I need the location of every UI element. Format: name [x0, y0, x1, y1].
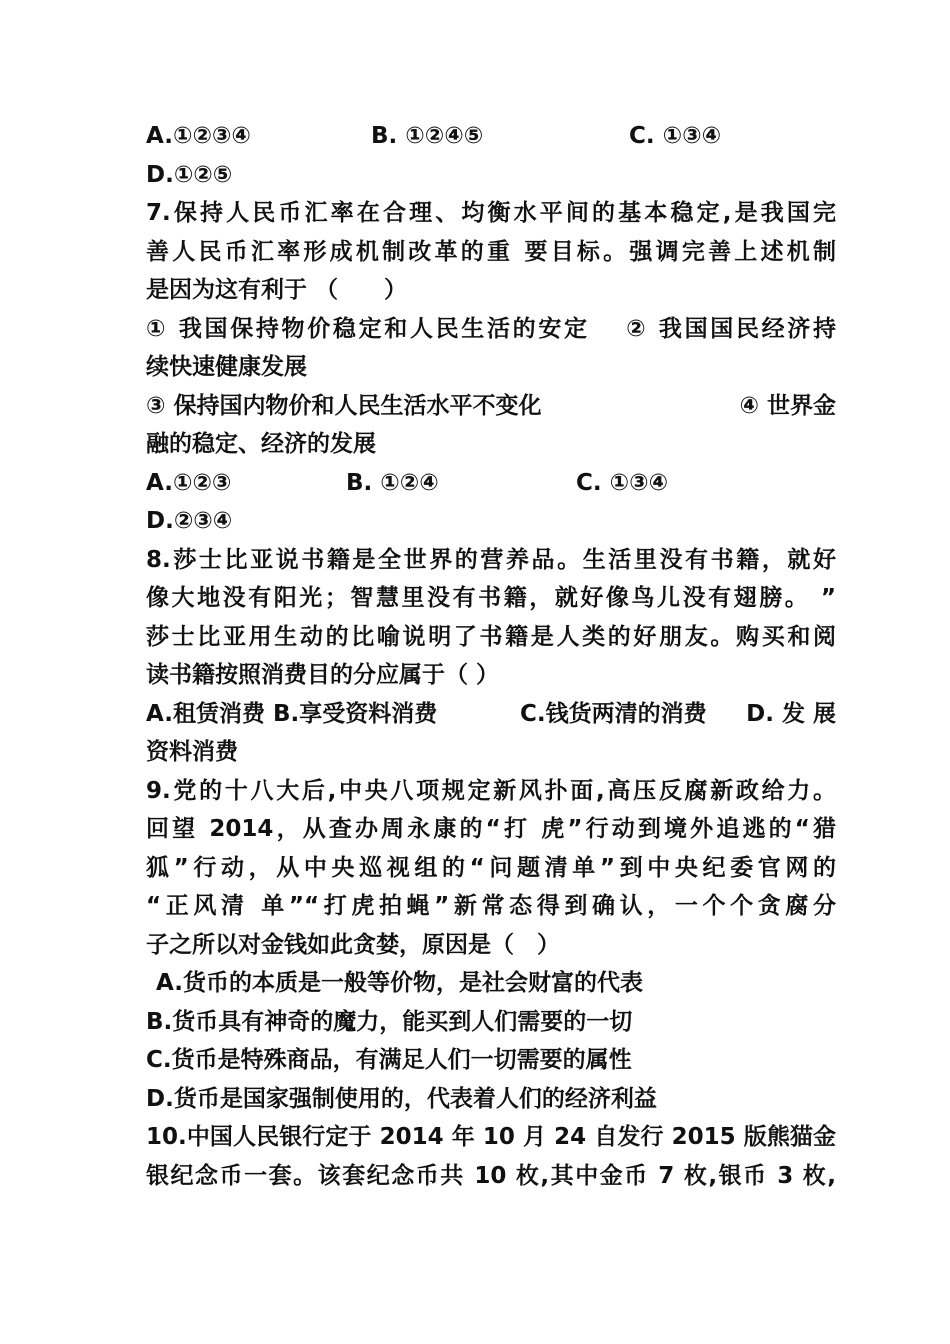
q8-option-c: C.钱货两清的消费 [520, 700, 707, 727]
q10-stem-line: 10.中国人民银行定于 2014 年 10 月 24 自发行 2015 版熊猫金 [146, 1124, 836, 1150]
q9-stem-line: 回望 2014，从查办周永康的“打 虎”行动到境外追逃的“猎 [146, 816, 836, 842]
q7-option-d: D.②③④ [146, 508, 233, 534]
q6-options-row [146, 117, 836, 156]
q7-option-b: B. ①②④ [346, 469, 439, 496]
q7-stem-line: 是因为这有利于 （ ） [146, 277, 408, 303]
q9-option-a: A.货币的本质是一般等价物，是社会财富的代表 [156, 970, 643, 996]
q6-option-b: B. ①②④⑤ [371, 123, 484, 149]
q7-item-line: ① 我国保持物价稳定和人民生活的安定 ② 我国国民经济持 [146, 315, 836, 342]
q7-option-c: C. ①③④ [576, 469, 669, 496]
q7-stem-line: 善人民币汇率形成机制改革的重 要目标。强调完善上述机制 [146, 238, 836, 265]
q7-item-line: 续快速健康发展 [146, 354, 307, 380]
q9-stem-line: 子之所以对金钱如此贪婪，原因是（ ） [146, 931, 560, 958]
q6-option-d: D.①②⑤ [146, 161, 233, 188]
q7-item-4: ④ 世界金 [739, 392, 836, 419]
q8-stem-line: 读书籍按照消费目的分应属于（ ） [146, 662, 500, 688]
exam-page [146, 117, 836, 1195]
q8-option-d-cont: 资料消费 [146, 739, 238, 765]
q8-stem-line: 8.莎士比亚说书籍是全世界的营养品。生活里没有书籍，就好 [146, 546, 836, 573]
q7-item-line: 融的稳定、经济的发展 [146, 431, 376, 457]
q8-stem-line: 像大地没有阳光；智慧里没有书籍，就好像鸟儿没有翅膀。 ” [146, 585, 836, 611]
q9-stem-line: “正风清 单”“打虎拍蝇”新常态得到确认，一个个贪腐分 [146, 893, 836, 919]
q7-item-row [146, 387, 836, 426]
q7-option-a: A.①②③ [146, 469, 232, 496]
q8-stem-line: 莎士比亚用生动的比喻说明了书籍是人类的好朋友。购买和阅 [146, 623, 836, 650]
q8-option-ab: A.租赁消费 B.享受资料消费 [146, 700, 438, 727]
q10-stem-line: 银纪念币一套。该套纪念币共 10 枚,其中金币 7 枚,银币 3 枚, [146, 1162, 836, 1189]
q6-option-a: A.①②③④ [146, 123, 251, 149]
q9-option-b: B.货币具有神奇的魔力，能买到人们需要的一切 [146, 1008, 633, 1035]
q7-options-row [146, 464, 836, 503]
q9-option-c: C.货币是特殊商品，有满足人们一切需要的属性 [146, 1047, 632, 1073]
q7-item-3: ③ 保持国内物价和人民生活水平不变化 [146, 392, 542, 419]
q8-option-d: D. 发 展 [746, 700, 836, 727]
q8-options-row [146, 695, 836, 734]
q9-stem-line: 9.党的十八大后,中央八项规定新风扑面,高压反腐新政给力。 [146, 777, 836, 804]
q9-option-d: D.货币是国家强制使用的，代表着人们的经济利益 [146, 1085, 657, 1112]
q7-stem-line: 7.保持人民币汇率在合理、均衡水平间的基本稳定,是我国完 [146, 200, 836, 226]
q9-stem-line: 狐”行动，从中央巡视组的“问题清单”到中央纪委官网的 [146, 854, 836, 881]
q6-option-c: C. ①③④ [629, 123, 722, 149]
